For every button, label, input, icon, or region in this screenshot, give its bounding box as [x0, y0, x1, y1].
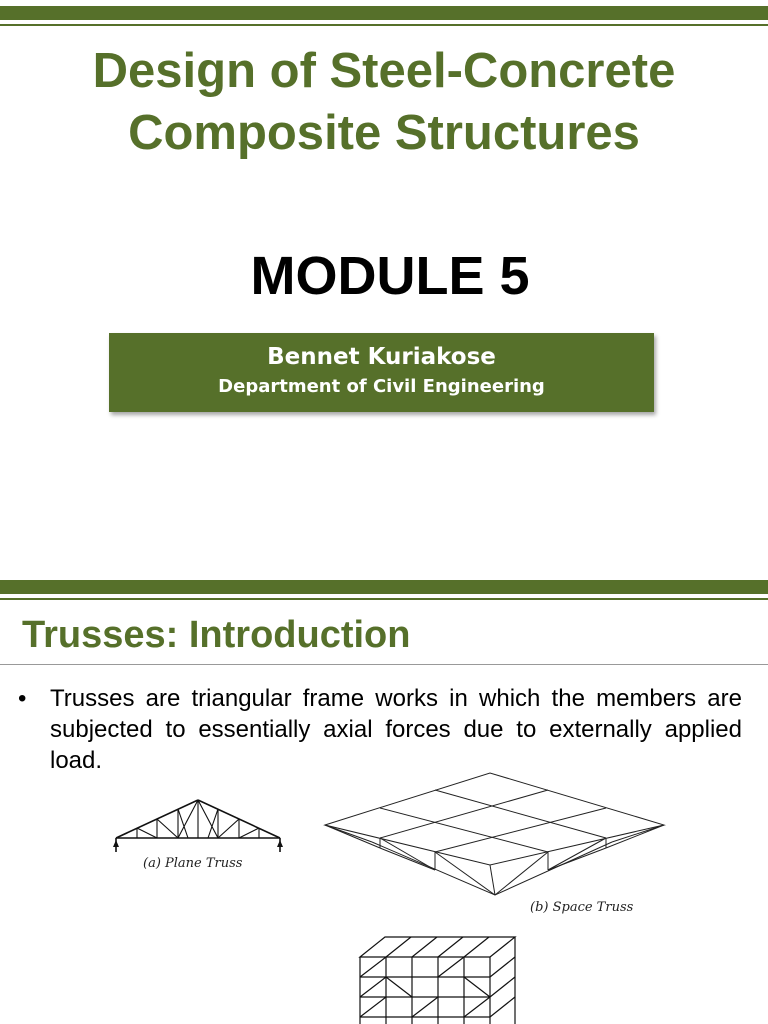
- header-rule: [0, 24, 768, 26]
- title-line-2: Composite Structures: [128, 106, 640, 160]
- presentation-title: [0, 40, 768, 164]
- header-band: [0, 580, 768, 594]
- title-divider: [0, 664, 768, 665]
- plane-truss-figure: [110, 792, 290, 854]
- header-band: [0, 6, 768, 20]
- author-department: Department of Civil Engineering: [218, 376, 545, 397]
- plane-truss-caption: (a) Plane Truss: [143, 856, 243, 871]
- author-box: [109, 333, 654, 412]
- author-name: Bennet Kuriakose: [267, 344, 496, 370]
- cube-truss-figure: [355, 932, 520, 1024]
- slide-title: Trusses: Introduction: [22, 614, 411, 656]
- bullet-text: Trusses are triangular frame works in which the members are subjected to essentially axial forces due to externally applied load.: [50, 685, 742, 774]
- space-truss-caption: (b) Space Truss: [530, 900, 634, 915]
- bullet-icon: •: [18, 685, 27, 712]
- header-rule: [0, 598, 768, 600]
- space-truss-figure: [320, 770, 670, 900]
- bullet-item: [18, 683, 742, 776]
- title-line-1: Design of Steel-Concrete: [92, 44, 676, 98]
- module-heading: MODULE 5: [250, 246, 530, 306]
